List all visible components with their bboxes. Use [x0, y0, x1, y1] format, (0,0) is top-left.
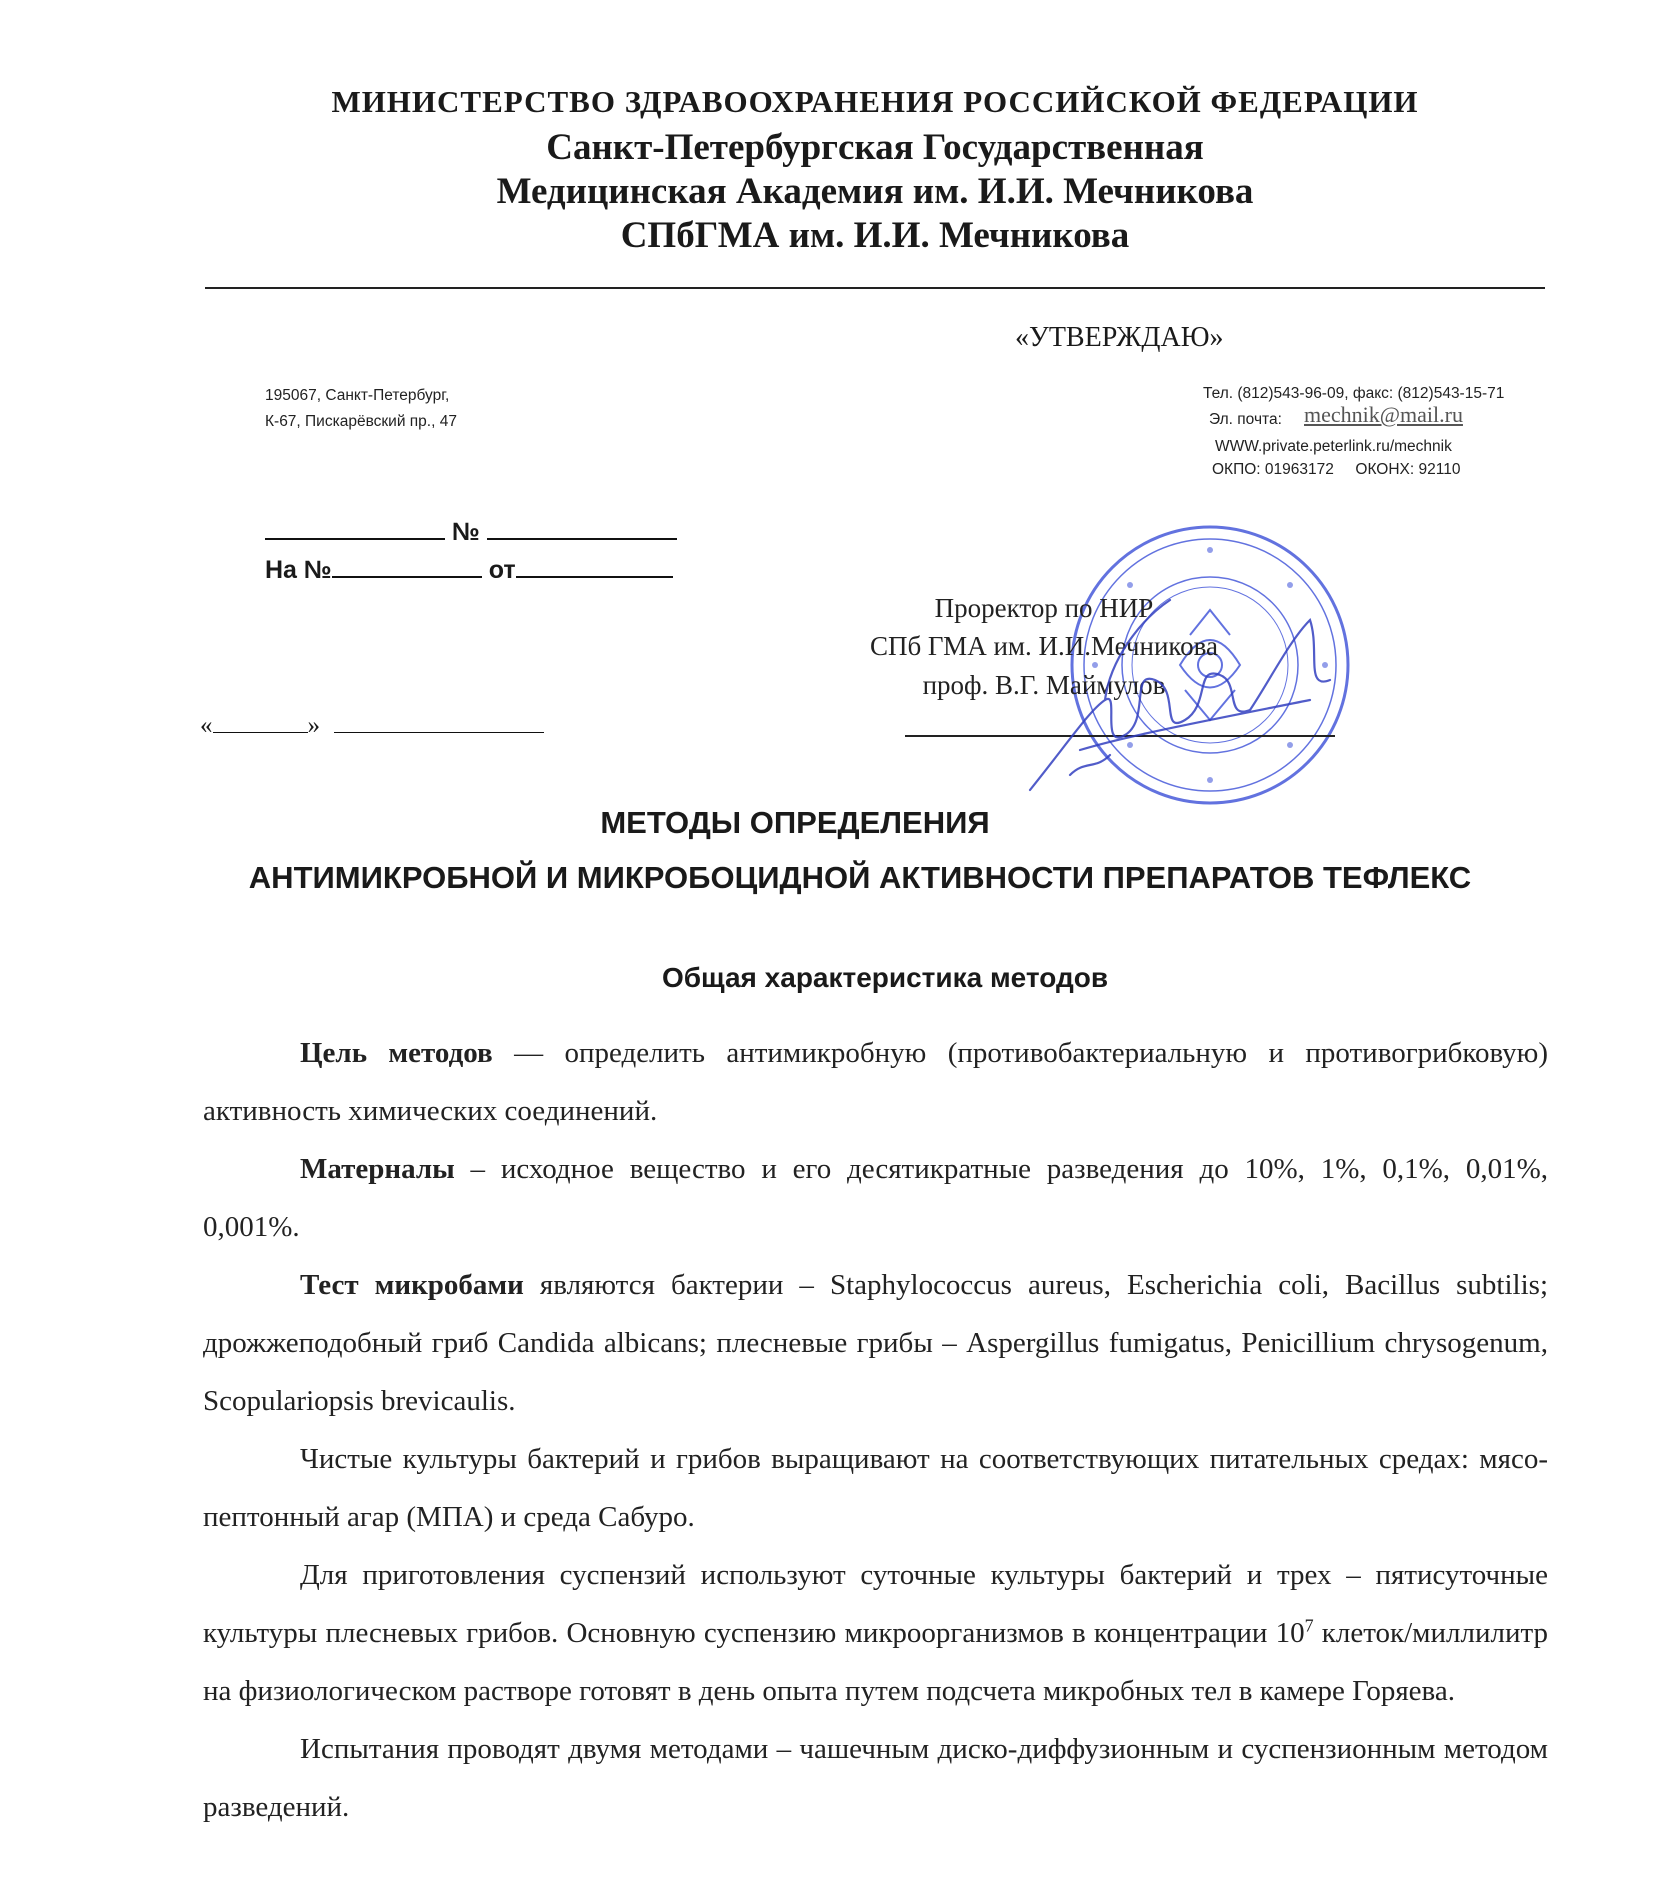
materials-label: Матерналы	[300, 1153, 455, 1185]
paragraph-materials	[203, 1140, 1548, 1256]
purpose-label: Цель методов	[300, 1037, 493, 1069]
test-microbes-text: являются бактерии – Staphylococcus aureus, Escherichia coli, Bacillus subtilis; дрожжеподобный гриб Candida albicans; плесневые грибы – Aspergillus fumigatus, Penicillium chrysogenum, Scopulariopsis brevicaulis.	[203, 1269, 1548, 1417]
signatory-title: Проректор по НИР	[934, 593, 1154, 623]
document-body	[203, 1024, 1548, 1836]
test-microbes-label: Тест микробами	[300, 1269, 524, 1301]
signatory-organization: СПб ГМА им. И.И.Мечникова	[869, 631, 1219, 661]
suspensions-text-b: клеток/миллилитр на физиологическом растворе готовят в день опыта путем подсчета микробных тел в камере Горяева.	[203, 1617, 1548, 1707]
exponent: 7	[1304, 1615, 1314, 1636]
date-quote-close: »	[307, 712, 320, 739]
ot-label: от	[488, 556, 516, 584]
email-label: Эл. почта:	[1209, 411, 1282, 428]
phone-fax: Тел. (812)543-96-09, факс: (812)543-15-71	[1203, 385, 1505, 402]
academy-abbreviation: СПбГМА им. И.И. Мечникова	[620, 215, 1130, 256]
suspensions-text-a: Для приготовления суспензий используют суточные культуры бактерий и трех – пятисуточные культуры плесневых грибов. Основную суспензию микроорганизмов в концентрации 10	[203, 1559, 1548, 1649]
email-link[interactable]: mechnik@mail.ru	[1304, 402, 1463, 427]
paragraph-purpose	[203, 1024, 1548, 1140]
date-field	[200, 712, 544, 740]
paragraph-cultures: Чистые культуры бактерий и грибов выращивают на соответствующих питательных средах: мясо-пептонный агар (МПА) и среда Сабуро.	[203, 1443, 1548, 1533]
okpo-okonh: ОКПО: 01963172 ОКОНХ: 92110	[1212, 461, 1461, 478]
signatory-name: проф. В.Г. Маймулов	[922, 670, 1166, 700]
academy-name-line-2: Медицинская Академия им. И.И. Мечникова	[496, 171, 1254, 212]
document-title-line-2: АНТИМИКРОБНОЙ И МИКРОБОЦИДНОЙ АКТИВНОСТИ ПРЕПАРАТОВ ТЕФЛЕКС	[248, 860, 1472, 895]
approve-caption: «УТВЕРЖДАЮ»	[1015, 322, 1224, 353]
address-line-1: 195067, Санкт-Петербург,	[265, 387, 450, 404]
document-title-line-1: МЕТОДЫ ОПРЕДЕЛЕНИЯ	[600, 805, 990, 840]
paragraph-suspensions	[203, 1546, 1548, 1720]
handwritten-signature	[1010, 560, 1370, 810]
incoming-number-field	[265, 554, 673, 585]
academy-name-line-1: Санкт-Петербургская Государственная	[546, 127, 1204, 168]
number-sign: №	[451, 518, 480, 546]
outgoing-number-field	[265, 516, 677, 547]
ministry-name: МИНИСТЕРСТВО ЗДРАВООХРАНЕНИЯ РОССИЙСКОЙ ФЕДЕРАЦИИ	[331, 84, 1419, 119]
paragraph-methods: Испытания проводят двумя методами – чашечным диско-диффузионным и суспензионным методом разведений.	[203, 1733, 1548, 1823]
paragraph-test-microbes	[203, 1256, 1548, 1430]
na-number-label: На №	[265, 556, 332, 584]
date-quote-open: «	[200, 712, 213, 739]
website: WWW.private.peterlink.ru/mechnik	[1215, 438, 1452, 455]
section-heading: Общая характеристика методов	[661, 962, 1109, 993]
materials-text: – исходное вещество и его десятикратные разведения до 10%, 1%, 0,1%, 0,01%, 0,001%.	[203, 1153, 1548, 1243]
header-divider	[205, 287, 1545, 289]
purpose-text: — определить антимикробную (противобактериальную и противогрибковую) активность химических соединений.	[203, 1037, 1549, 1127]
address-line-2: К-67, Пискарёвский пр., 47	[265, 413, 457, 430]
